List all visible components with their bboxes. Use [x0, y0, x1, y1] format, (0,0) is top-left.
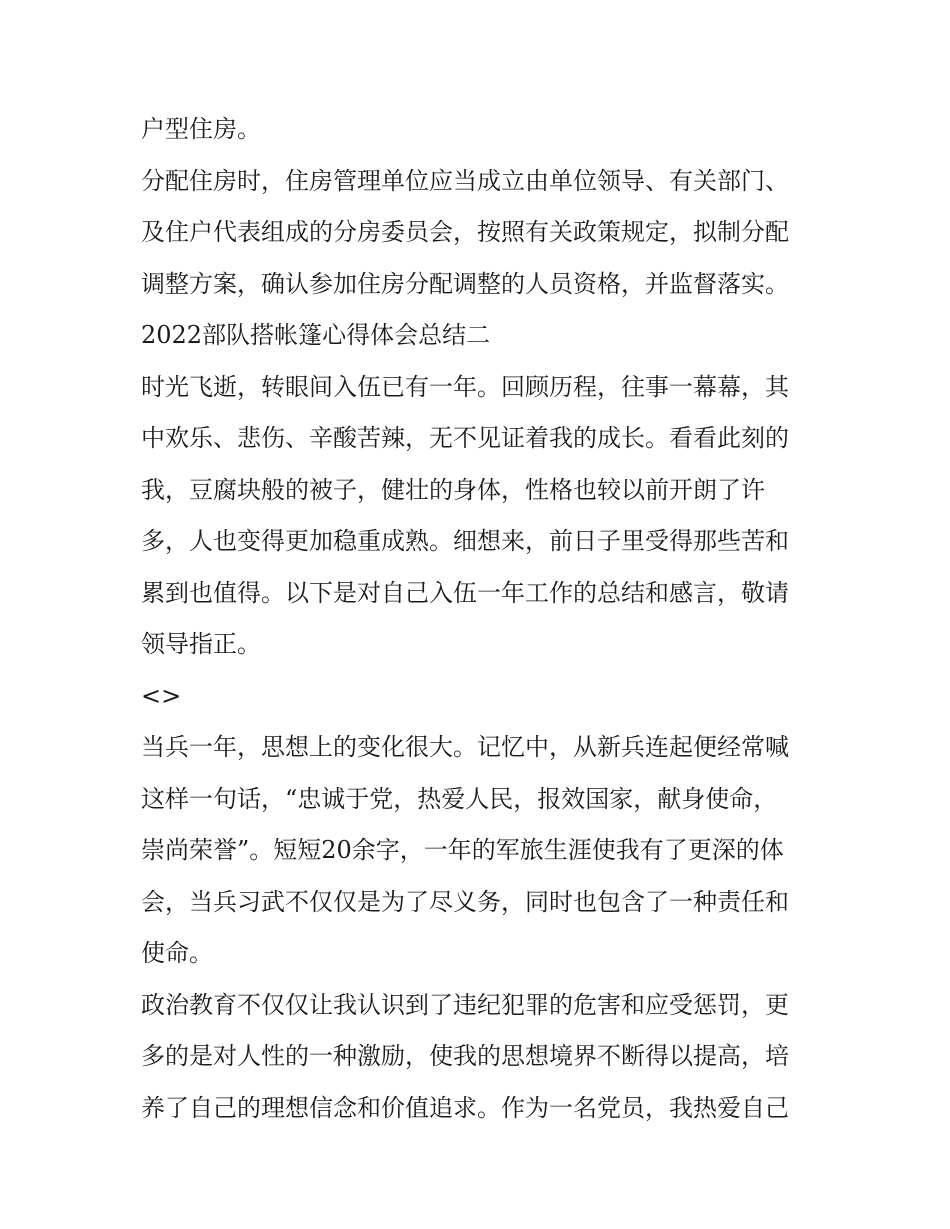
text-line: 时光飞逝，转眼间入伍已有一年。回顾历程，往事一幕幕，其 [141, 372, 789, 401]
text-line: 累到也值得。以下是对自己入伍一年工作的总结和感言，敬请 [141, 578, 789, 607]
text-line: 养了自己的理想信念和价值追求。作为一名党员，我热爱自己 [141, 1093, 789, 1122]
section-heading: 2022部队搭帐篷心得体会总结二 [141, 321, 491, 349]
text-line: 使命。 [141, 939, 213, 967]
text-line: 会，当兵习武不仅仅是为了尽义务，同时也包含了一种责任和 [141, 887, 789, 916]
text-line: 当兵一年，思想上的变化很大。记忆中，从新兵连起便经常喊 [141, 733, 789, 761]
document-body [141, 104, 821, 1134]
text-line: 我，豆腐块般的被子，健壮的身体，性格也较以前开朗了许 [141, 475, 765, 504]
text-line: 户型住房。 [141, 115, 261, 143]
text-line: 政治教育不仅仅让我认识到了违纪犯罪的危害和应受惩罚，更 [141, 990, 789, 1019]
text-line: 多，人也变得更加稳重成熟。细想来，前日子里受得那些苦和 [141, 527, 789, 555]
text-line: 分配住房时，住房管理单位应当成立由单位领导、有关部门、 [141, 166, 789, 195]
text-line: 及住户代表组成的分房委员会，按照有关政策规定，拟制分配 [141, 218, 789, 246]
text-line: 领导指正。 [141, 630, 261, 658]
text-line: 多的是对人性的一种激励，使我的思想境界不断得以提高，培 [141, 1042, 789, 1070]
text-line: 崇尚荣誉”。短短20余字，一年的军旅生涯使我有了更深的体 [141, 836, 784, 864]
text-line: 调整方案，确认参加住房分配调整的人员资格，并监督落实。 [141, 269, 789, 298]
text-line: 这样一句话，“忠诚于党，热爱人民，报效国家，献身使命， [141, 784, 778, 813]
text-line: <> [141, 681, 182, 710]
text-line: 中欢乐、悲伤、辛酸苦辣，无不见证着我的成长。看看此刻的 [141, 424, 789, 452]
